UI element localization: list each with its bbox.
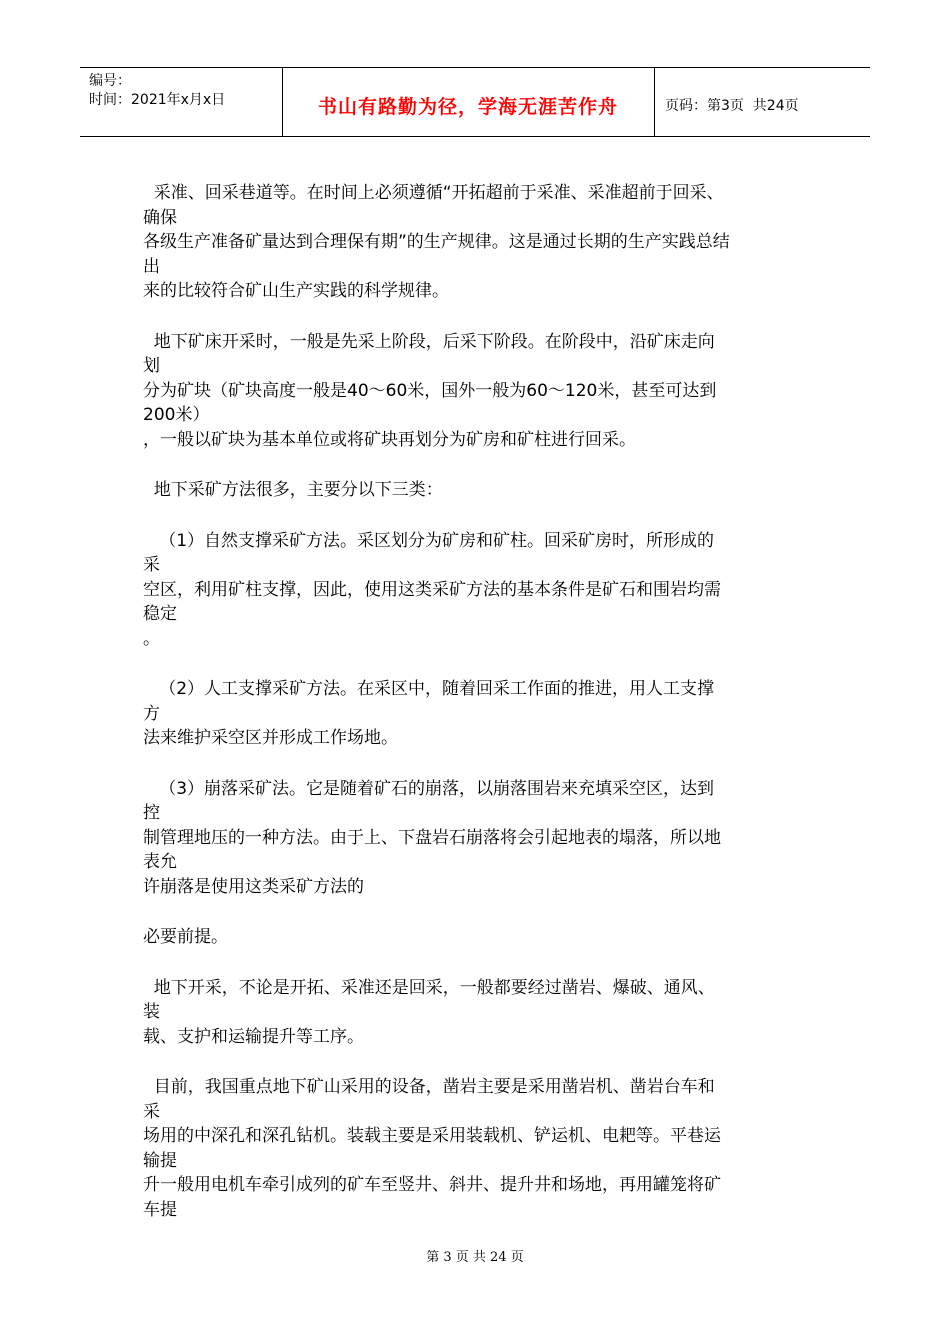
document-number-label: 编号：: [89, 73, 131, 89]
text-line: 方: [143, 703, 160, 724]
page-footer: 第 3 页 共 24 页: [426, 1250, 524, 1265]
text-line: 必要前提。: [143, 927, 228, 947]
text-line: 许崩落是使用这类采矿方法的: [143, 876, 364, 897]
paragraph: [143, 677, 823, 751]
header-page-cell: [655, 68, 870, 136]
text-line: 目前，我国重点地下矿山采用的设备，凿岩主要是采用凿岩机、凿岩台车和: [143, 1077, 715, 1097]
text-line: 表允: [143, 852, 177, 872]
text-line: （3）崩落采矿法。它是随着矿石的崩落，以崩落围岩来充填采空区，达到: [143, 778, 715, 799]
text-line: 制管理地压的一种方法。由于上、下盘岩石崩落将会引起地表的塌落，所以地: [143, 827, 721, 848]
text-line: 分为矿块（矿块高度一般是40～60米，国外一般为60～120米，甚至可达到: [143, 380, 717, 401]
text-line: 装: [143, 1002, 160, 1022]
paragraph: [143, 976, 823, 1050]
text-line: 划: [143, 356, 160, 376]
paragraph: [143, 181, 823, 304]
paragraph: [143, 330, 823, 453]
paragraph: [143, 777, 823, 900]
text-line: ，一般以矿块为基本单位或将矿块再划分为矿房和矿柱进行回采。: [143, 429, 636, 450]
text-line: 地下开采，不论是开拓、采准还是回采，一般都要经过凿岩、爆破、通风、: [143, 977, 715, 998]
text-line: 地下采矿方法很多，主要分以下三类：: [143, 480, 443, 500]
text-line: 车提: [143, 1199, 177, 1220]
text-line: 确保: [143, 207, 177, 228]
text-line: 法来维护采空区并形成工作场地。: [143, 728, 398, 748]
text-line: 空区，利用矿柱支撑，因此，使用这类采矿方法的基本条件是矿石和围岩均需: [143, 579, 721, 600]
text-line: 200米）: [143, 405, 210, 425]
text-line: 各级生产准备矿量达到合理保有期”的生产规律。这是通过长期的生产实践总结: [143, 232, 730, 252]
text-line: 地下矿床开采时，一般是先采上阶段，后采下阶段。在阶段中，沿矿床走向: [143, 331, 715, 352]
paragraph: [143, 478, 823, 503]
text-line: 输提: [143, 1150, 177, 1171]
text-line: 稳定: [143, 604, 177, 624]
text-line: 升一般用电机车牵引成列的矿车至竖井、斜井、提升井和场地，再用罐笼将矿: [143, 1175, 721, 1195]
header-motto: 书山有路勤为径，学海无涯苦作舟: [317, 96, 618, 118]
text-line: 载、支护和运输提升等工序。: [143, 1026, 364, 1047]
paragraph: [143, 925, 823, 950]
header-left-cell: [80, 68, 283, 136]
text-line: （1）自然支撑采矿方法。采区划分为矿房和矿柱。回采矿房时，所形成的: [143, 530, 715, 551]
text-line: 出: [143, 256, 160, 277]
text-line: 采: [143, 555, 160, 575]
text-line: 。: [143, 628, 160, 649]
text-line: 采准、回采巷道等。在时间上必须遵循“开拓超前于采准、采准超前于回采、: [143, 183, 724, 203]
header-page-info: 页码：第3页 共24页: [665, 98, 799, 114]
document-time-label: 时间：2021年x月x日: [89, 92, 226, 108]
text-line: 场用的中深孔和深孔钻机。装载主要是采用装载机、铲运机、电耙等。平巷运: [143, 1126, 721, 1146]
paragraph: [143, 1075, 823, 1222]
paragraph: [143, 529, 823, 652]
text-line: 来的比较符合矿山生产实践的科学规律。: [143, 281, 449, 301]
header-motto-cell: [282, 68, 655, 136]
page-header: [80, 67, 870, 137]
text-line: 采: [143, 1101, 160, 1122]
document-body: [143, 181, 823, 1248]
text-line: （2）人工支撑采矿方法。在采区中，随着回采工作面的推进，用人工支撑: [143, 679, 715, 699]
text-line: 控: [143, 803, 160, 823]
